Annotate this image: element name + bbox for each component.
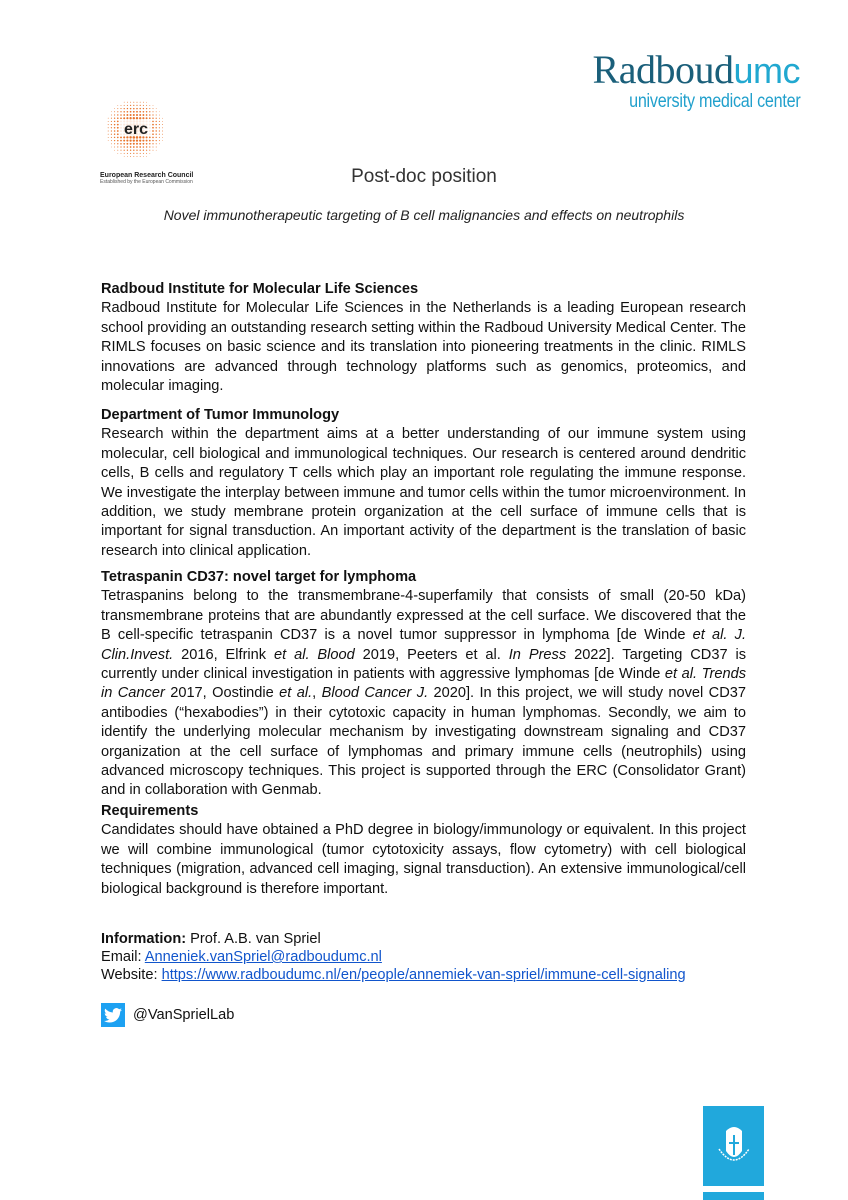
erc-name: European Research Council bbox=[100, 172, 194, 179]
erc-dot bbox=[108, 140, 109, 141]
erc-dot bbox=[133, 143, 135, 145]
erc-dot bbox=[108, 131, 109, 132]
erc-dot bbox=[152, 146, 153, 147]
erc-dot bbox=[149, 153, 150, 154]
erc-dot bbox=[152, 124, 154, 126]
section-heading: Tetraspanin CD37: novel target for lymphoma bbox=[101, 569, 417, 585]
erc-dot bbox=[152, 127, 154, 129]
erc-dot bbox=[129, 139, 131, 141]
erc-dot bbox=[156, 118, 157, 119]
erc-dot bbox=[114, 111, 115, 112]
crest-footer-bar bbox=[703, 1192, 764, 1200]
erc-dot bbox=[146, 111, 148, 113]
erc-dot bbox=[146, 150, 147, 151]
erc-dot bbox=[142, 143, 144, 145]
citation-text: In Press bbox=[508, 646, 567, 663]
erc-dot bbox=[123, 146, 124, 147]
erc-dot bbox=[108, 121, 109, 122]
radboud-umc: umc bbox=[733, 50, 800, 91]
erc-dot bbox=[162, 137, 163, 138]
erc-dot bbox=[127, 153, 128, 154]
erc-dot bbox=[156, 108, 157, 109]
erc-dot bbox=[149, 108, 150, 109]
erc-dot bbox=[120, 111, 121, 112]
contact-block bbox=[101, 930, 686, 984]
body-text: Candidates should have obtained a PhD degree in biology/immunology or equivalent. In this project we will combine immunological (tumor cytotoxicity assays, flow cytometry) with cell biological techniques (migration, advanced cell imaging, signal transduction). An extensive immunological/cell biological background is therefore important. bbox=[101, 822, 746, 897]
erc-dot bbox=[127, 102, 128, 103]
erc-dot bbox=[108, 127, 109, 128]
body-text: 2022]. Targeting CD37 is currently under clinical investigation in patients with aggressive lymphomas [de Winde bbox=[101, 646, 747, 683]
erc-dot bbox=[136, 114, 138, 116]
erc-dot bbox=[123, 111, 125, 113]
erc-dot bbox=[156, 140, 157, 141]
erc-dot bbox=[126, 143, 128, 145]
erc-dot bbox=[162, 140, 163, 141]
erc-dot bbox=[108, 134, 109, 135]
erc-dot bbox=[137, 102, 138, 103]
erc-dot bbox=[111, 111, 112, 112]
erc-dot bbox=[130, 111, 132, 113]
erc-dot bbox=[130, 143, 132, 145]
erc-dot bbox=[152, 117, 153, 118]
section-body bbox=[101, 587, 746, 800]
erc-dot bbox=[149, 117, 151, 119]
erc-dot bbox=[155, 124, 156, 125]
erc-dot bbox=[120, 117, 122, 119]
page-subtitle: Novel immunotherapeutic targeting of B cell malignancies and effects on neutrophils bbox=[163, 207, 685, 223]
erc-dot bbox=[149, 150, 150, 151]
erc-dot bbox=[133, 111, 135, 113]
body-text: 2019, Peeters et al. bbox=[354, 646, 509, 663]
section-requirements bbox=[101, 802, 746, 899]
section-rimls bbox=[101, 280, 746, 396]
erc-dot bbox=[123, 140, 125, 142]
erc-dot bbox=[117, 137, 119, 139]
erc-dot bbox=[146, 105, 147, 106]
radboud-crest-logo bbox=[703, 1106, 764, 1186]
erc-dot bbox=[120, 143, 122, 145]
erc-dot bbox=[136, 108, 138, 110]
erc-dot bbox=[111, 130, 112, 131]
erc-dot bbox=[126, 114, 128, 116]
erc-dot bbox=[152, 121, 154, 123]
erc-dot bbox=[124, 156, 125, 157]
erc-dot bbox=[114, 121, 115, 122]
erc-dot bbox=[139, 111, 141, 113]
radboud-brand: Radboud bbox=[592, 47, 734, 92]
erc-dot bbox=[133, 156, 134, 157]
erc-dot bbox=[162, 127, 163, 128]
erc-dot bbox=[156, 114, 157, 115]
erc-dot bbox=[127, 156, 128, 157]
erc-dots-icon bbox=[100, 95, 180, 165]
section-body bbox=[101, 299, 746, 396]
erc-dot bbox=[159, 143, 160, 144]
erc-dot bbox=[117, 140, 119, 142]
erc-dot bbox=[152, 111, 153, 112]
erc-dot bbox=[117, 117, 119, 119]
erc-dot bbox=[127, 108, 128, 109]
erc-dot bbox=[156, 150, 157, 151]
erc-dot bbox=[114, 118, 115, 119]
section-body bbox=[101, 821, 746, 899]
erc-dot bbox=[130, 102, 131, 103]
erc-dot bbox=[130, 149, 131, 150]
erc-dot bbox=[159, 127, 160, 128]
erc-dot bbox=[133, 117, 135, 119]
erc-dot bbox=[130, 108, 132, 110]
erc-dot bbox=[111, 143, 112, 144]
erc-dot bbox=[140, 105, 141, 106]
citation-text: et al. bbox=[279, 685, 313, 702]
erc-dot bbox=[149, 140, 151, 142]
erc-dot bbox=[133, 149, 134, 150]
email-label: Email: bbox=[101, 949, 145, 965]
erc-dot bbox=[123, 114, 125, 116]
website-label: Website: bbox=[101, 967, 162, 983]
erc-dot bbox=[114, 130, 116, 132]
erc-dot bbox=[108, 118, 109, 119]
erc-dot bbox=[142, 117, 144, 119]
erc-dot bbox=[139, 146, 141, 148]
erc-dot bbox=[155, 127, 156, 128]
erc-dot bbox=[136, 146, 138, 148]
erc-dot bbox=[133, 108, 135, 110]
erc-dot bbox=[159, 137, 160, 138]
erc-dot bbox=[133, 102, 134, 103]
erc-dot bbox=[136, 111, 138, 113]
erc-dot bbox=[117, 111, 118, 112]
erc-dot bbox=[159, 124, 160, 125]
erc-dot bbox=[146, 108, 147, 109]
erc-dot bbox=[130, 105, 131, 106]
body-text: 2020]. In this project, we will study novel CD37 antibodies (“hexabodies”) in their cytotoxic capacity in human lymphomas. Secondly, we aim to identify the underlying molecular mechanism by investigating downstream signaling and CD37 organization at the cell surface of lymphomas and primary immune cells (neutrophils) using advanced microscopy techniques. This project is supported through the ERC (Consolidator Grant) and in collaboration with Genmab. bbox=[101, 685, 746, 799]
erc-dot bbox=[143, 150, 144, 151]
erc-dot bbox=[139, 143, 141, 145]
erc-dot bbox=[133, 139, 135, 141]
citation-text: et al. J. Clin.Invest. bbox=[101, 627, 746, 663]
erc-dot bbox=[159, 130, 160, 131]
erc-dot bbox=[146, 146, 147, 147]
erc-dot bbox=[136, 117, 138, 119]
erc-dot bbox=[124, 108, 125, 109]
erc-dot bbox=[111, 115, 112, 116]
erc-dot bbox=[124, 105, 125, 106]
erc-dot bbox=[153, 108, 154, 109]
erc-dot bbox=[124, 102, 125, 103]
erc-dot bbox=[149, 105, 150, 106]
erc-dot bbox=[140, 153, 141, 154]
erc-dot bbox=[114, 137, 115, 138]
erc-dot bbox=[143, 102, 144, 103]
erc-dot bbox=[120, 150, 121, 151]
erc-dot bbox=[149, 136, 151, 138]
erc-dot bbox=[156, 147, 157, 148]
erc-dot bbox=[114, 114, 115, 115]
info-label: Information: bbox=[101, 931, 187, 947]
erc-dot bbox=[136, 143, 138, 145]
erc-dot bbox=[117, 146, 118, 147]
erc-dot bbox=[152, 143, 153, 144]
erc-dot bbox=[121, 153, 122, 154]
body-text: Radboud Institute for Molecular Life Sciences in the Netherlands is a leading European research school providing an outstanding research setting within the Radboud University Medical Center. The RIMLS focuses on basic science and its translation into pioneering treatments in the clinic. RIMLS innovations are advanced through technology platforms such as genomics, proteomics, and molecular imaging. bbox=[101, 300, 746, 395]
erc-dot bbox=[152, 133, 154, 135]
erc-dot bbox=[133, 105, 134, 106]
erc-dot bbox=[117, 153, 118, 154]
erc-dot bbox=[126, 140, 128, 142]
erc-dot bbox=[111, 118, 112, 119]
erc-dot bbox=[143, 153, 144, 154]
erc-dot bbox=[156, 137, 157, 138]
erc-dot bbox=[117, 143, 118, 144]
erc-dot bbox=[146, 102, 147, 103]
erc-dot bbox=[114, 127, 116, 129]
erc-dot bbox=[143, 108, 144, 109]
erc-dot bbox=[120, 114, 122, 116]
erc-dot bbox=[124, 153, 125, 154]
erc-dot bbox=[111, 140, 112, 141]
erc-dot bbox=[130, 114, 132, 116]
erc-dot bbox=[111, 137, 112, 138]
section-heading: Department of Tumor Immunology bbox=[101, 407, 340, 423]
erc-dot bbox=[156, 143, 157, 144]
erc-dot bbox=[127, 111, 129, 113]
erc-dot bbox=[136, 105, 137, 106]
section-cd37 bbox=[101, 568, 746, 801]
erc-dot bbox=[139, 140, 141, 142]
erc-dot bbox=[143, 156, 144, 157]
erc-dot bbox=[146, 143, 148, 145]
erc-dot bbox=[117, 114, 118, 115]
erc-dot bbox=[129, 117, 131, 119]
erc-dot bbox=[117, 105, 118, 106]
citation-text: et al. Blood bbox=[274, 646, 355, 663]
section-heading: Requirements bbox=[101, 803, 199, 819]
erc-dot bbox=[140, 156, 141, 157]
erc-dot bbox=[162, 131, 163, 132]
erc-dot bbox=[139, 114, 141, 116]
erc-dot bbox=[117, 133, 119, 135]
erc-dot bbox=[143, 111, 145, 113]
body-text: Research within the department aims at a better understanding of our immune system using molecular, cell biological and immunological techniques. Our research is centered around dendritic cells, B cells and regulatory T cells which play an important role regulating the immune response. We investigate the interplay between immune and tumor cells within the tumor microenvironment. In addition, we study membrane protein organization at the cell surface of immune cells that is important for signal transduction. An important activity of the department is the translation of basic research into clinical application. bbox=[101, 426, 746, 559]
erc-dot bbox=[121, 105, 122, 106]
body-text: 2017, Oostindie bbox=[164, 685, 280, 702]
erc-dot bbox=[111, 121, 112, 122]
erc-dot bbox=[149, 111, 150, 112]
erc-dot bbox=[153, 150, 154, 151]
twitter-icon[interactable] bbox=[101, 1003, 125, 1027]
body-text: , bbox=[312, 685, 322, 702]
erc-dot bbox=[136, 139, 138, 141]
erc-dot bbox=[120, 140, 122, 142]
twitter-handle[interactable]: @VanSprielLab bbox=[133, 1007, 235, 1023]
erc-dot bbox=[127, 150, 128, 151]
erc-mark: erc bbox=[123, 121, 149, 138]
erc-dot bbox=[111, 134, 112, 135]
twitter-row bbox=[101, 1003, 234, 1027]
erc-dot bbox=[159, 140, 160, 141]
erc-dot bbox=[139, 108, 140, 109]
erc-dot bbox=[143, 105, 144, 106]
erc-dot bbox=[155, 130, 156, 131]
erc-dot bbox=[127, 146, 129, 148]
erc-dot bbox=[146, 140, 148, 142]
erc-dot bbox=[146, 117, 148, 119]
erc-dot bbox=[146, 114, 148, 116]
citation-text: et al. Trends in Cancer bbox=[101, 666, 746, 702]
page-title: Post-doc position bbox=[351, 166, 497, 187]
erc-dot bbox=[149, 146, 150, 147]
erc-dot bbox=[153, 105, 154, 106]
body-text: Tetraspanins belong to the transmembrane-4-superfamily that consists of small (20-50 kDa) transmembrane proteins that are abundantly expressed at the cell surface. We discovered that the B cell-specific tetraspanin CD37 is a novel tumor suppressor in lymphoma [de Winde bbox=[101, 588, 746, 644]
erc-dot bbox=[142, 114, 144, 116]
erc-tagline: Established by the European Commission bbox=[100, 179, 193, 185]
erc-dot bbox=[117, 121, 119, 123]
erc-dot bbox=[114, 133, 115, 134]
erc-dot bbox=[130, 146, 132, 148]
erc-dot bbox=[117, 127, 119, 129]
erc-dot bbox=[146, 153, 147, 154]
erc-dot bbox=[159, 118, 160, 119]
erc-dot bbox=[142, 140, 144, 142]
erc-dot bbox=[139, 117, 141, 119]
erc-dot bbox=[130, 153, 131, 154]
erc-dot bbox=[123, 117, 125, 119]
radboud-subtitle: university medical center bbox=[628, 91, 800, 112]
erc-dot bbox=[133, 146, 135, 148]
erc-dot bbox=[117, 130, 119, 132]
erc-dot bbox=[136, 149, 137, 150]
erc-dot bbox=[156, 134, 157, 135]
erc-dot bbox=[114, 124, 116, 126]
erc-dot bbox=[162, 121, 163, 122]
erc-dot bbox=[152, 137, 154, 139]
website-link[interactable]: https://www.radboudumc.nl/en/people/annemiek-van-spriel/immune-cell-signaling bbox=[161, 967, 686, 983]
erc-dot bbox=[108, 137, 109, 138]
erc-dot bbox=[108, 124, 109, 125]
erc-dot bbox=[162, 124, 163, 125]
erc-dot bbox=[114, 108, 115, 109]
erc-dot bbox=[130, 156, 131, 157]
erc-dot bbox=[133, 114, 135, 116]
radboud-logo bbox=[592, 47, 800, 113]
email-link[interactable]: Anneniek.vanSpriel@radboudumc.nl bbox=[144, 949, 382, 965]
erc-dot bbox=[114, 147, 115, 148]
section-body bbox=[101, 425, 746, 561]
erc-dot bbox=[117, 150, 118, 151]
erc-dot bbox=[152, 140, 153, 141]
erc-dot bbox=[140, 102, 141, 103]
erc-dot bbox=[159, 134, 160, 135]
erc-dot bbox=[137, 156, 138, 157]
erc-dot bbox=[162, 134, 163, 135]
erc-dot bbox=[111, 127, 112, 128]
section-tumor-immunology bbox=[101, 406, 746, 561]
body-text: 2016, Elfrink bbox=[173, 646, 275, 663]
erc-dot bbox=[152, 114, 153, 115]
erc-dot bbox=[120, 108, 121, 109]
info-value: Prof. A.B. van Spriel bbox=[186, 931, 321, 947]
erc-dot bbox=[117, 108, 118, 109]
erc-dot bbox=[120, 146, 121, 147]
citation-text: Blood Cancer J. bbox=[321, 685, 429, 702]
erc-dot bbox=[159, 121, 160, 122]
erc-dot bbox=[146, 156, 147, 157]
erc-dot bbox=[114, 150, 115, 151]
erc-dot bbox=[156, 121, 157, 122]
erc-dot bbox=[159, 115, 160, 116]
erc-dot bbox=[133, 153, 134, 154]
crest-icon bbox=[714, 1121, 754, 1171]
erc-dot bbox=[143, 146, 145, 148]
erc-dot bbox=[120, 136, 122, 138]
erc-dot bbox=[114, 143, 115, 144]
erc-dot bbox=[117, 124, 119, 126]
erc-dot bbox=[162, 118, 163, 119]
erc-dot bbox=[111, 147, 112, 148]
erc-dot bbox=[111, 124, 112, 125]
erc-dot bbox=[136, 153, 137, 154]
erc-dot bbox=[140, 150, 141, 151]
erc-dot bbox=[159, 111, 160, 112]
erc-dot bbox=[126, 117, 128, 119]
section-heading: Radboud Institute for Molecular Life Sciences bbox=[101, 281, 419, 297]
erc-dot bbox=[149, 143, 150, 144]
erc-dot bbox=[149, 114, 151, 116]
erc-dot bbox=[114, 140, 115, 141]
erc-dot bbox=[156, 111, 157, 112]
erc-dot bbox=[127, 105, 128, 106]
erc-dot bbox=[152, 130, 154, 132]
erc-dot bbox=[123, 143, 125, 145]
erc-dot bbox=[124, 150, 125, 151]
